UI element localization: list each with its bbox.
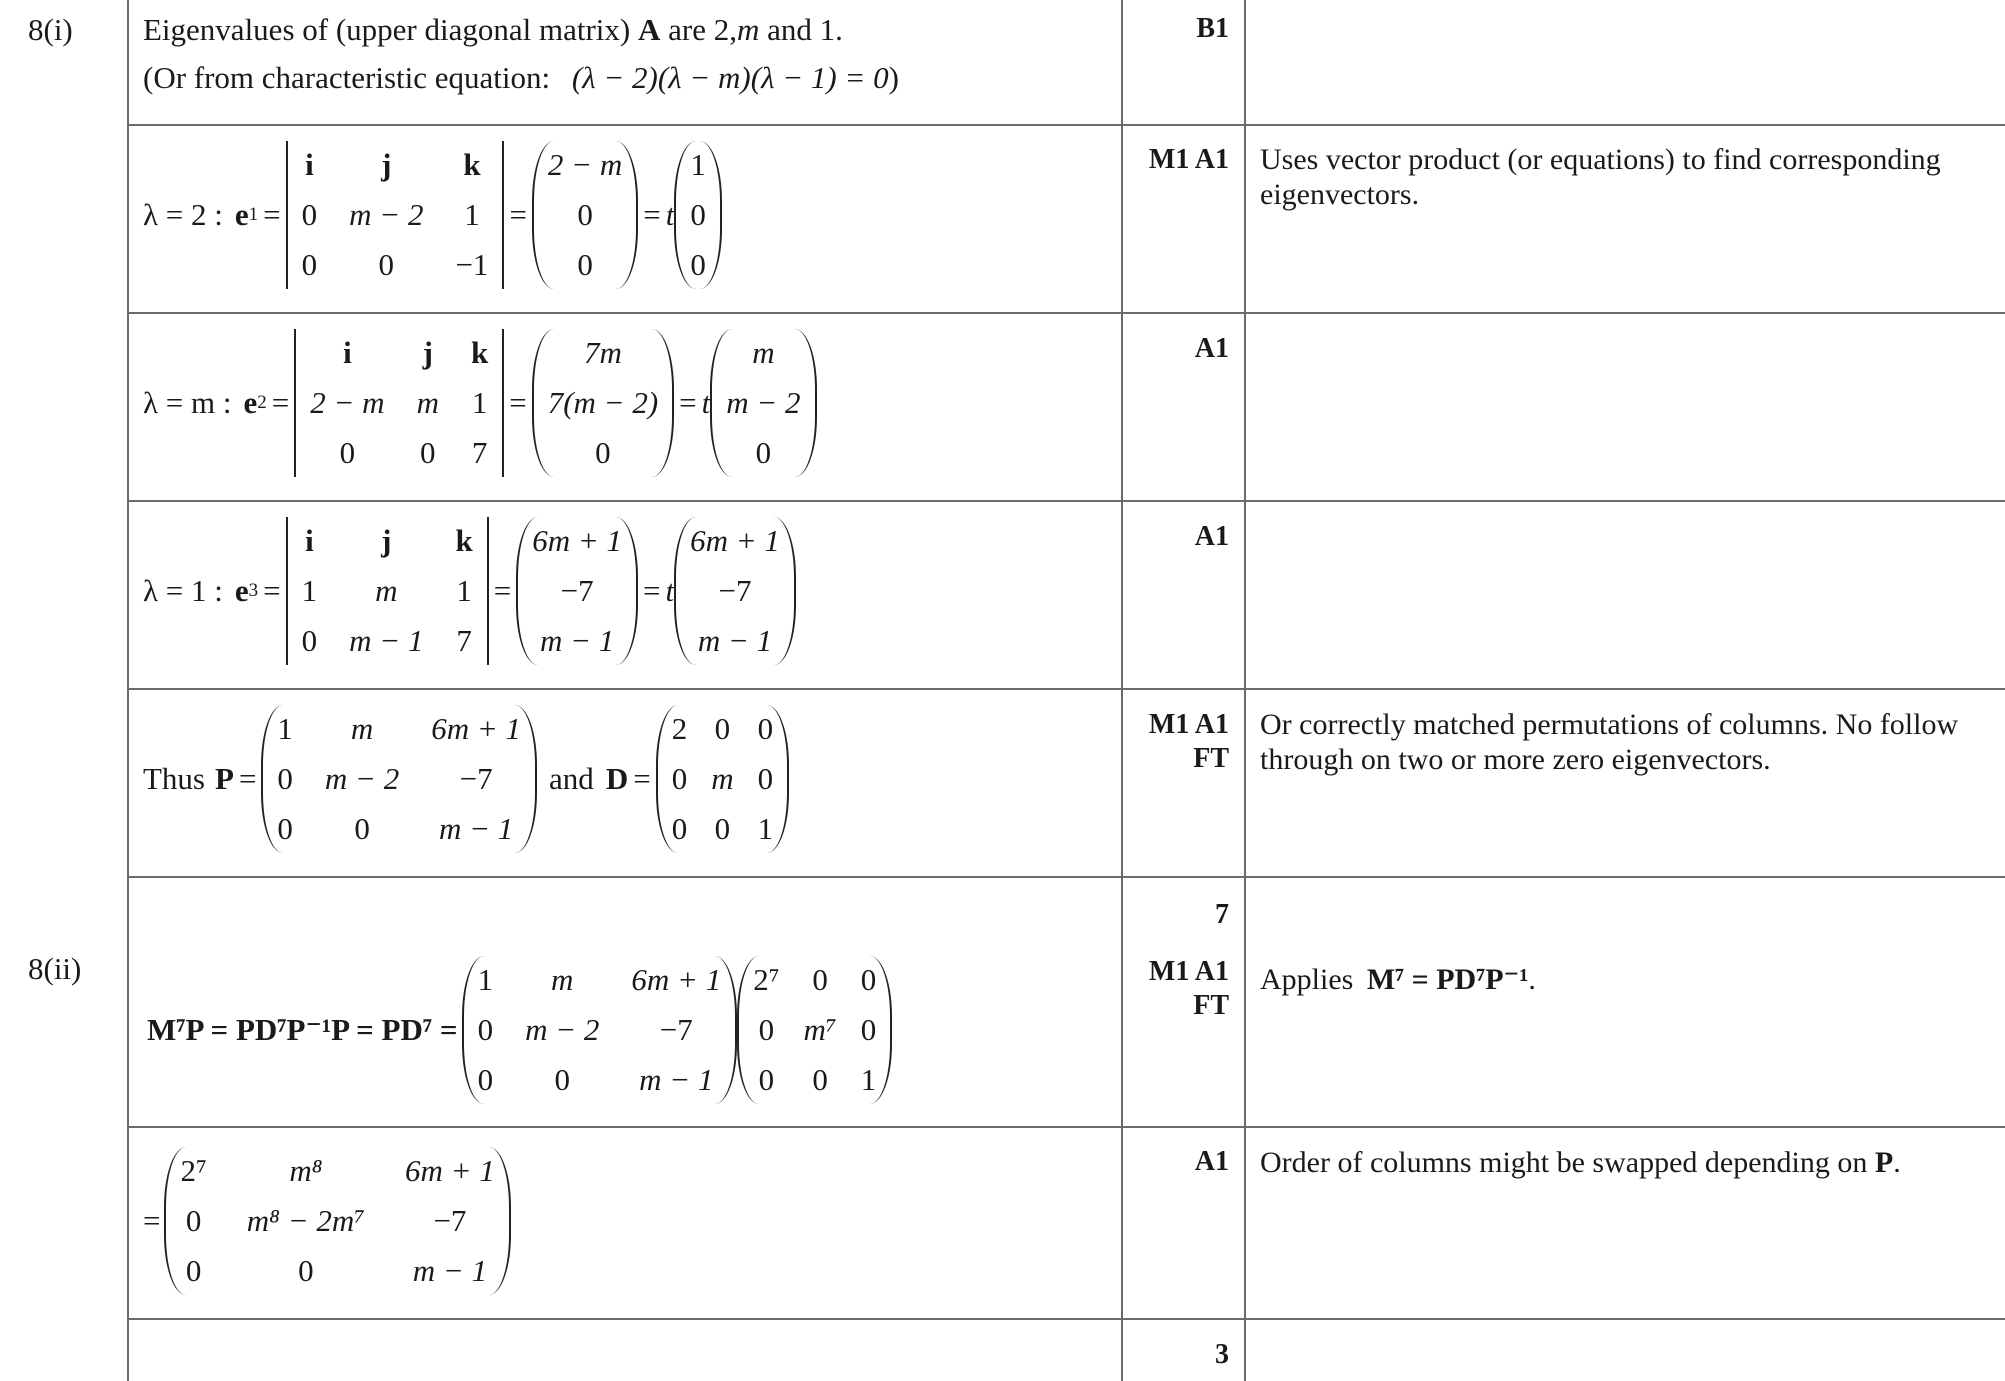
eigenvalue-label: λ = 2 : (143, 197, 223, 232)
eigenvalue-label: λ = 1 : (143, 573, 223, 608)
total-marks: 3 (1215, 1339, 1229, 1370)
mark-code: A1 (1194, 1146, 1229, 1177)
examiner-comment: Or correctly matched permutations of columns. No follow through on two or more zero eigenvectors. (1260, 708, 1959, 776)
vector-product-result: 6m + 1 −7 m − 1 (516, 517, 638, 665)
determinant-matrix: i j k 0 m − 2 1 0 0 −1 (286, 141, 505, 289)
scalar-t: t (665, 197, 675, 232)
vector-name: e (234, 197, 249, 232)
matrix-power-calc (147, 955, 892, 1105)
matrix-power-equation: M⁷P = PD⁷P⁻¹P = PD⁷ = (147, 1012, 458, 1047)
grid-line (128, 500, 2005, 502)
mark-code: B1 (1196, 13, 1229, 44)
matrix-d-power-7: 2⁷ 0 0 0 m⁷ 0 0 0 1 (737, 956, 892, 1104)
mark-code: M1 A1 (1148, 144, 1229, 175)
eigenvector-calc-1: λ = 2 : e 1 = i j k 0 m − 2 1 0 0 −1 = 2 − m 0 0 = t 1 0 0 (143, 140, 722, 290)
matrix-p-and-d: Thus P = 1 m 6m + 1 0 m − 2 −7 0 0 m − 1 and D = 2 0 0 0 m 0 0 0 1 (143, 704, 789, 854)
matrix-d: 2 0 0 0 m 0 0 0 1 (656, 705, 789, 853)
vector-product-result: 7m 7(m − 2) 0 (532, 329, 674, 477)
characteristic-equation-note: (Or from characteristic equation: (λ − 2)(λ − m)(λ − 1) = 0) (143, 60, 899, 95)
total-marks: 7 (1215, 899, 1229, 930)
result-matrix: 2⁷ m⁸ 6m + 1 0 m⁸ − 2m⁷ −7 0 0 m − 1 (164, 1147, 510, 1295)
scalar-t: t (665, 573, 675, 608)
eigenvector-2: m m − 2 0 (710, 329, 816, 477)
eigenvector-1: 1 0 0 (674, 141, 722, 289)
grid-line (128, 688, 2005, 690)
characteristic-equation: (λ − 2)(λ − m)(λ − 1) = 0 (571, 60, 889, 95)
mark-code: M1 A1 FT (1148, 956, 1229, 1021)
mark-code: M1 A1 FT (1148, 709, 1229, 774)
matrix-name: D (605, 761, 629, 796)
vector-subscript: 1 (248, 204, 259, 225)
examiner-comment: Order of columns might be swapped depending on P. (1260, 1146, 1901, 1179)
vector-subscript: 2 (257, 392, 267, 413)
grid-line (128, 312, 2005, 314)
vector-product-result: 2 − m 0 0 (532, 141, 638, 289)
vector-subscript: 3 (248, 580, 259, 601)
final-result: = 2⁷ m⁸ 6m + 1 0 m⁸ − 2m⁷ −7 0 0 m − 1 (143, 1146, 511, 1296)
grid-line (127, 0, 129, 1381)
determinant-matrix: i j k 2 − m m 1 0 0 7 (294, 329, 504, 477)
determinant-matrix: i j k 1 m 1 0 m − 1 7 (286, 517, 489, 665)
scalar-t: t (701, 385, 711, 420)
examiner-comment: Uses vector product (or equations) to find corresponding eigenvectors. (1260, 143, 1941, 211)
grid-line (1244, 0, 1246, 1381)
examiner-comment: Applies M⁷ = PD⁷P⁻¹. (1260, 963, 1536, 996)
grid-line (128, 124, 2005, 126)
eigenvector-calc-2: λ = m : e 2 = i j k 2 − m m 1 0 0 7 = 7m 7(m − 2) 0 = t m m − 2 0 (143, 328, 817, 478)
eigenvalues-statement: Eigenvalues of (upper diagonal matrix) A are 2,m and 1. (143, 12, 843, 47)
matrix-name: P (215, 761, 234, 796)
eigenvector-3: 6m + 1 −7 m − 1 (674, 517, 796, 665)
vector-name: e (234, 573, 249, 608)
question-label: 8(i) (28, 12, 73, 47)
mark-code: A1 (1194, 333, 1229, 364)
eigenvalue-label: λ = m : (143, 385, 232, 420)
grid-line (128, 1126, 2005, 1128)
matrix-p: 1 m 6m + 1 0 m − 2 −7 0 0 m − 1 (462, 956, 738, 1104)
mark-code: A1 (1194, 521, 1229, 552)
grid-line (128, 1318, 2005, 1320)
question-label: 8(ii) (28, 951, 82, 986)
grid-line (1121, 0, 1123, 1381)
vector-name: e (243, 385, 258, 420)
eigenvector-calc-3: λ = 1 : e 3 = i j k 1 m 1 0 m − 1 7 = 6m + 1 −7 m − 1 = t 6m + 1 −7 m − 1 (143, 516, 796, 666)
grid-line (128, 876, 2005, 878)
matrix-p: 1 m 6m + 1 0 m − 2 −7 0 0 m − 1 (261, 705, 537, 853)
